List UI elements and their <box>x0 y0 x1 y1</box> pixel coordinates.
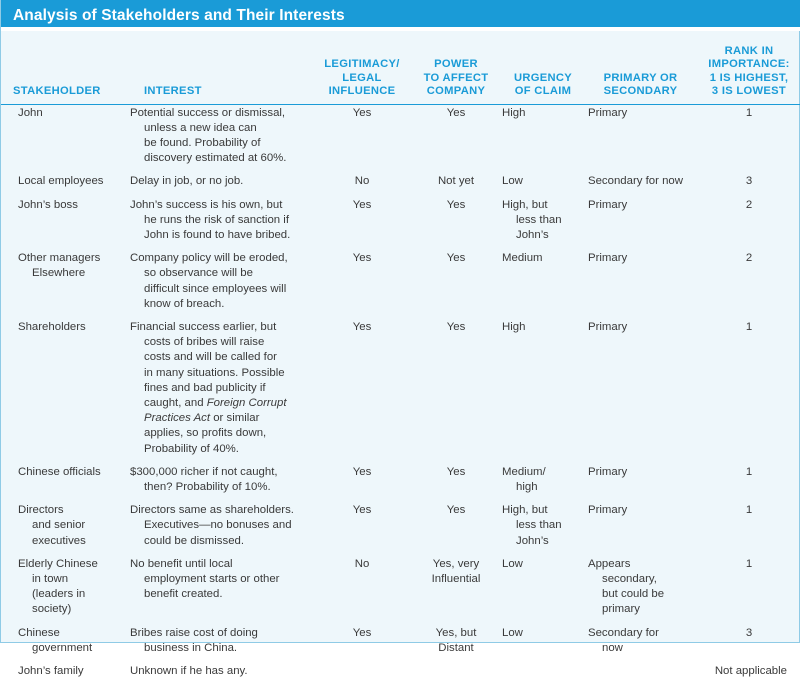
primary-cell <box>584 197 697 251</box>
primary-cell <box>584 173 697 196</box>
header-line: PRIMARY OR <box>603 71 678 84</box>
cell-line: Yes <box>352 626 372 639</box>
table-row <box>1 319 800 464</box>
interest-cell <box>127 625 314 663</box>
primary-cell <box>584 464 697 502</box>
interest-cell <box>127 502 314 556</box>
cell-line: know of breach. <box>144 297 225 310</box>
cell-line: Yes <box>446 106 466 119</box>
cell-line: High <box>502 320 526 333</box>
cell-line: 1 <box>745 504 753 517</box>
cell-line: 2 <box>745 198 753 211</box>
cell-line: Low <box>502 626 523 639</box>
urgency-cell <box>502 556 584 625</box>
power-cell <box>410 556 502 625</box>
header-line: LEGAL <box>342 71 382 84</box>
interest-cell <box>127 197 314 251</box>
column-header-legitimacy <box>314 35 410 104</box>
table-row <box>1 556 800 625</box>
stakeholder-cell <box>1 502 127 556</box>
power-cell <box>410 250 502 319</box>
header-line: SECONDARY <box>603 85 678 97</box>
header-line: URGENCY <box>513 71 573 84</box>
header-line: OF CLAIM <box>514 85 572 97</box>
cell-line: Potential success or dismissal, <box>130 106 286 119</box>
power-cell <box>410 197 502 251</box>
cell-line: now <box>602 641 623 654</box>
cell-line: Directors <box>18 504 64 517</box>
cell-line: executives <box>32 534 86 547</box>
primary-cell <box>584 556 697 625</box>
cell-line: 3 <box>745 626 753 639</box>
rank-cell <box>697 104 800 173</box>
cell-line: Yes <box>446 252 466 265</box>
rank-cell <box>697 625 800 663</box>
header-line: LEGITIMACY/ <box>324 58 400 70</box>
cell-line: applies, so profits down, <box>144 427 267 440</box>
cell-line: Chinese <box>18 626 60 639</box>
title-bar <box>1 0 800 31</box>
cell-line: Not yet <box>437 175 475 188</box>
cell-line: then? Probability of 10%. <box>144 480 271 493</box>
header-line: TO AFFECT <box>423 71 489 84</box>
cell-line: High <box>502 106 526 119</box>
cell-line: Primary <box>588 106 628 119</box>
column-header-rank <box>697 35 800 104</box>
legitimacy-cell <box>314 104 410 173</box>
power-cell <box>410 173 502 196</box>
cell-line: Yes <box>446 504 466 517</box>
header-line: RANK IN <box>724 44 774 57</box>
legitimacy-cell <box>314 250 410 319</box>
cell-line: primary <box>602 603 640 616</box>
cell-line: benefit created. <box>144 588 223 601</box>
cell-line: Low <box>502 175 523 188</box>
cell-line: Secondary for <box>588 626 659 639</box>
column-header-stakeholder <box>1 35 127 104</box>
legitimacy-cell <box>314 464 410 502</box>
urgency-cell <box>502 464 584 502</box>
header-line: POWER <box>434 58 478 70</box>
primary-cell <box>584 502 697 556</box>
cell-line: 1 <box>745 465 753 478</box>
cell-line: costs of bribes will raise <box>144 336 265 349</box>
urgency-cell <box>502 663 584 686</box>
table-row <box>1 502 800 556</box>
cell-line: No benefit until local <box>130 557 233 570</box>
column-header-urgency <box>502 35 584 104</box>
table-row <box>1 197 800 251</box>
cell-line: Primary <box>588 465 628 478</box>
cell-line: government <box>32 641 93 654</box>
cell-line <box>130 411 311 426</box>
cell-line: Yes <box>352 252 372 265</box>
cell-line: but could be <box>602 588 665 601</box>
cell-line: Primary <box>588 504 628 517</box>
table-row <box>1 104 800 173</box>
legitimacy-cell <box>314 502 410 556</box>
cell-line: Yes <box>352 198 372 211</box>
cell-line: John <box>18 106 43 119</box>
cell-line: 1 <box>745 106 753 119</box>
rank-cell <box>697 663 800 686</box>
cell-line: Medium/ <box>502 465 546 478</box>
cell-line: Elderly Chinese <box>18 557 98 570</box>
cell-line: Not applicable <box>714 665 787 677</box>
interest-cell <box>127 556 314 625</box>
stakeholder-cell <box>1 556 127 625</box>
cell-line: No <box>354 557 370 570</box>
stakeholder-cell <box>1 250 127 319</box>
cell-line: discovery estimated at 60%. <box>144 152 287 165</box>
cell-line: Secondary for now <box>588 175 683 188</box>
cell-line: Company policy will be eroded, <box>130 252 288 265</box>
header-line: COMPANY <box>426 85 486 97</box>
cell-line: Primary <box>588 320 628 333</box>
cell-line: 2 <box>745 252 753 265</box>
cell-line: Other managers <box>18 252 101 265</box>
legitimacy-cell <box>314 197 410 251</box>
stakeholder-cell <box>1 663 127 686</box>
legitimacy-cell <box>314 625 410 663</box>
cell-line: less than <box>516 519 562 532</box>
cell-line: Yes <box>352 504 372 517</box>
urgency-cell <box>502 625 584 663</box>
cell-line: John is found to have bribed. <box>144 228 291 241</box>
header-line: IMPORTANCE: <box>708 58 790 70</box>
stakeholder-cell <box>1 464 127 502</box>
legitimacy-cell <box>314 556 410 625</box>
cell-line: Yes <box>446 198 466 211</box>
cell-line: Yes <box>352 106 372 119</box>
cell-line: Yes, very <box>432 557 480 570</box>
stakeholder-table <box>1 35 800 686</box>
interest-cell <box>127 464 314 502</box>
cell-line: John’s success is his own, but <box>130 198 283 211</box>
cell-line: Low <box>502 557 523 570</box>
urgency-cell <box>502 104 584 173</box>
cell-line: Yes <box>446 465 466 478</box>
cell-line: High, but <box>502 504 548 517</box>
header-line: INFLUENCE <box>328 85 396 97</box>
table-row <box>1 173 800 196</box>
cell-line: difficult since employees will <box>144 282 287 295</box>
header-line: 1 IS HIGHEST, <box>709 71 789 84</box>
legitimacy-cell <box>314 663 410 686</box>
rank-cell <box>697 197 800 251</box>
power-cell <box>410 319 502 464</box>
cell-line: John’s <box>516 534 549 547</box>
cell-line: Delay in job, or no job. <box>130 175 244 188</box>
interest-cell <box>127 173 314 196</box>
cell-line: in many situations. Possible <box>144 366 285 379</box>
cell-line: 3 <box>745 175 753 188</box>
primary-cell <box>584 663 697 686</box>
italic-text: Practices Act <box>144 412 211 425</box>
cell-text: or similar <box>210 412 260 425</box>
cell-line: secondary, <box>602 572 657 585</box>
primary-cell <box>584 250 697 319</box>
cell-line: could be dismissed. <box>144 534 245 547</box>
urgency-cell <box>502 197 584 251</box>
cell-line: Yes <box>352 320 372 333</box>
legitimacy-cell <box>314 173 410 196</box>
cell-line: society) <box>32 603 72 616</box>
power-cell <box>410 502 502 556</box>
header-line: 3 IS LOWEST <box>711 85 787 97</box>
stakeholder-cell <box>1 173 127 196</box>
cell-line: in town <box>32 572 69 585</box>
table-title: Analysis of Stakeholders and Their Interests <box>13 7 345 24</box>
power-cell <box>410 464 502 502</box>
cell-line: business in China. <box>144 641 238 654</box>
cell-line: 1 <box>745 557 753 570</box>
header-line: STAKEHOLDER <box>13 85 101 97</box>
cell-line: Probability of 40%. <box>144 442 239 455</box>
cell-text: caught, and <box>144 396 204 409</box>
cell-line: Yes <box>352 465 372 478</box>
column-header-interest <box>127 35 314 104</box>
cell-line: Shareholders <box>18 320 86 333</box>
header-line: INTEREST <box>144 85 202 97</box>
cell-line: so observance will be <box>144 267 253 280</box>
column-header-power <box>410 35 502 104</box>
cell-line: High, but <box>502 198 548 211</box>
legitimacy-cell <box>314 319 410 464</box>
urgency-cell <box>502 502 584 556</box>
table-row <box>1 663 800 686</box>
column-header-primary-or-secondary <box>584 35 697 104</box>
cell-line: Medium <box>502 252 543 265</box>
cell-line: Executives—no bonuses and <box>144 519 292 532</box>
cell-line: Local employees <box>18 175 104 188</box>
stakeholder-cell <box>1 625 127 663</box>
cell-line: John’s <box>516 228 549 241</box>
cell-line: Chinese officials <box>18 465 101 478</box>
stakeholder-cell <box>1 104 127 173</box>
rank-cell <box>697 173 800 196</box>
primary-cell <box>584 625 697 663</box>
power-cell <box>410 663 502 686</box>
rank-cell <box>697 319 800 464</box>
primary-cell <box>584 104 697 173</box>
rank-cell <box>697 502 800 556</box>
cell-line: unless a new idea can <box>144 121 257 134</box>
cell-line: high <box>516 480 538 493</box>
rank-cell <box>697 250 800 319</box>
rank-cell <box>697 464 800 502</box>
stakeholder-cell <box>1 319 127 464</box>
cell-line: Bribes raise cost of doing <box>130 626 258 639</box>
cell-line: John’s boss <box>18 198 78 211</box>
cell-line: Directors same as shareholders. <box>130 504 294 517</box>
table-row <box>1 464 800 502</box>
interest-cell <box>127 104 314 173</box>
cell-line: Financial success earlier, but <box>130 320 277 333</box>
interest-cell <box>127 319 314 464</box>
cell-line: Yes <box>446 320 466 333</box>
primary-cell <box>584 319 697 464</box>
cell-line: costs and will be called for <box>144 351 277 364</box>
power-cell <box>410 104 502 173</box>
cell-line: 1 <box>745 320 753 333</box>
cell-line: Elsewhere <box>32 267 86 280</box>
table-row <box>1 250 800 319</box>
urgency-cell <box>502 319 584 464</box>
italic-text: Foreign Corrupt <box>206 396 287 409</box>
cell-line: Yes, but <box>435 626 477 639</box>
cell-line: Influential <box>431 572 481 585</box>
header-row <box>1 35 800 104</box>
cell-line: and senior <box>32 519 86 532</box>
cell-line: Primary <box>588 198 628 211</box>
cell-line: he runs the risk of sanction if <box>144 213 289 226</box>
rank-cell <box>697 556 800 625</box>
cell-line: $300,000 richer if not caught, <box>130 465 278 478</box>
table-row <box>1 625 800 663</box>
cell-line: No <box>354 175 370 188</box>
cell-line: be found. Probability of <box>144 136 261 149</box>
cell-line: Primary <box>588 252 628 265</box>
cell-line: (leaders in <box>32 588 86 601</box>
cell-line: fines and bad publicity if <box>144 381 266 394</box>
interest-cell <box>127 663 314 686</box>
stakeholder-cell <box>1 197 127 251</box>
cell-line: less than <box>516 213 562 226</box>
cell-line: employment starts or other <box>144 572 280 585</box>
cell-line <box>130 396 311 411</box>
cell-line: Distant <box>438 641 474 654</box>
cell-line: John’s family <box>18 665 84 677</box>
urgency-cell <box>502 250 584 319</box>
power-cell <box>410 625 502 663</box>
table-body <box>1 104 800 686</box>
urgency-cell <box>502 173 584 196</box>
interest-cell <box>127 250 314 319</box>
cell-line: Appears <box>588 557 631 570</box>
cell-line: Unknown if he has any. <box>130 665 248 677</box>
